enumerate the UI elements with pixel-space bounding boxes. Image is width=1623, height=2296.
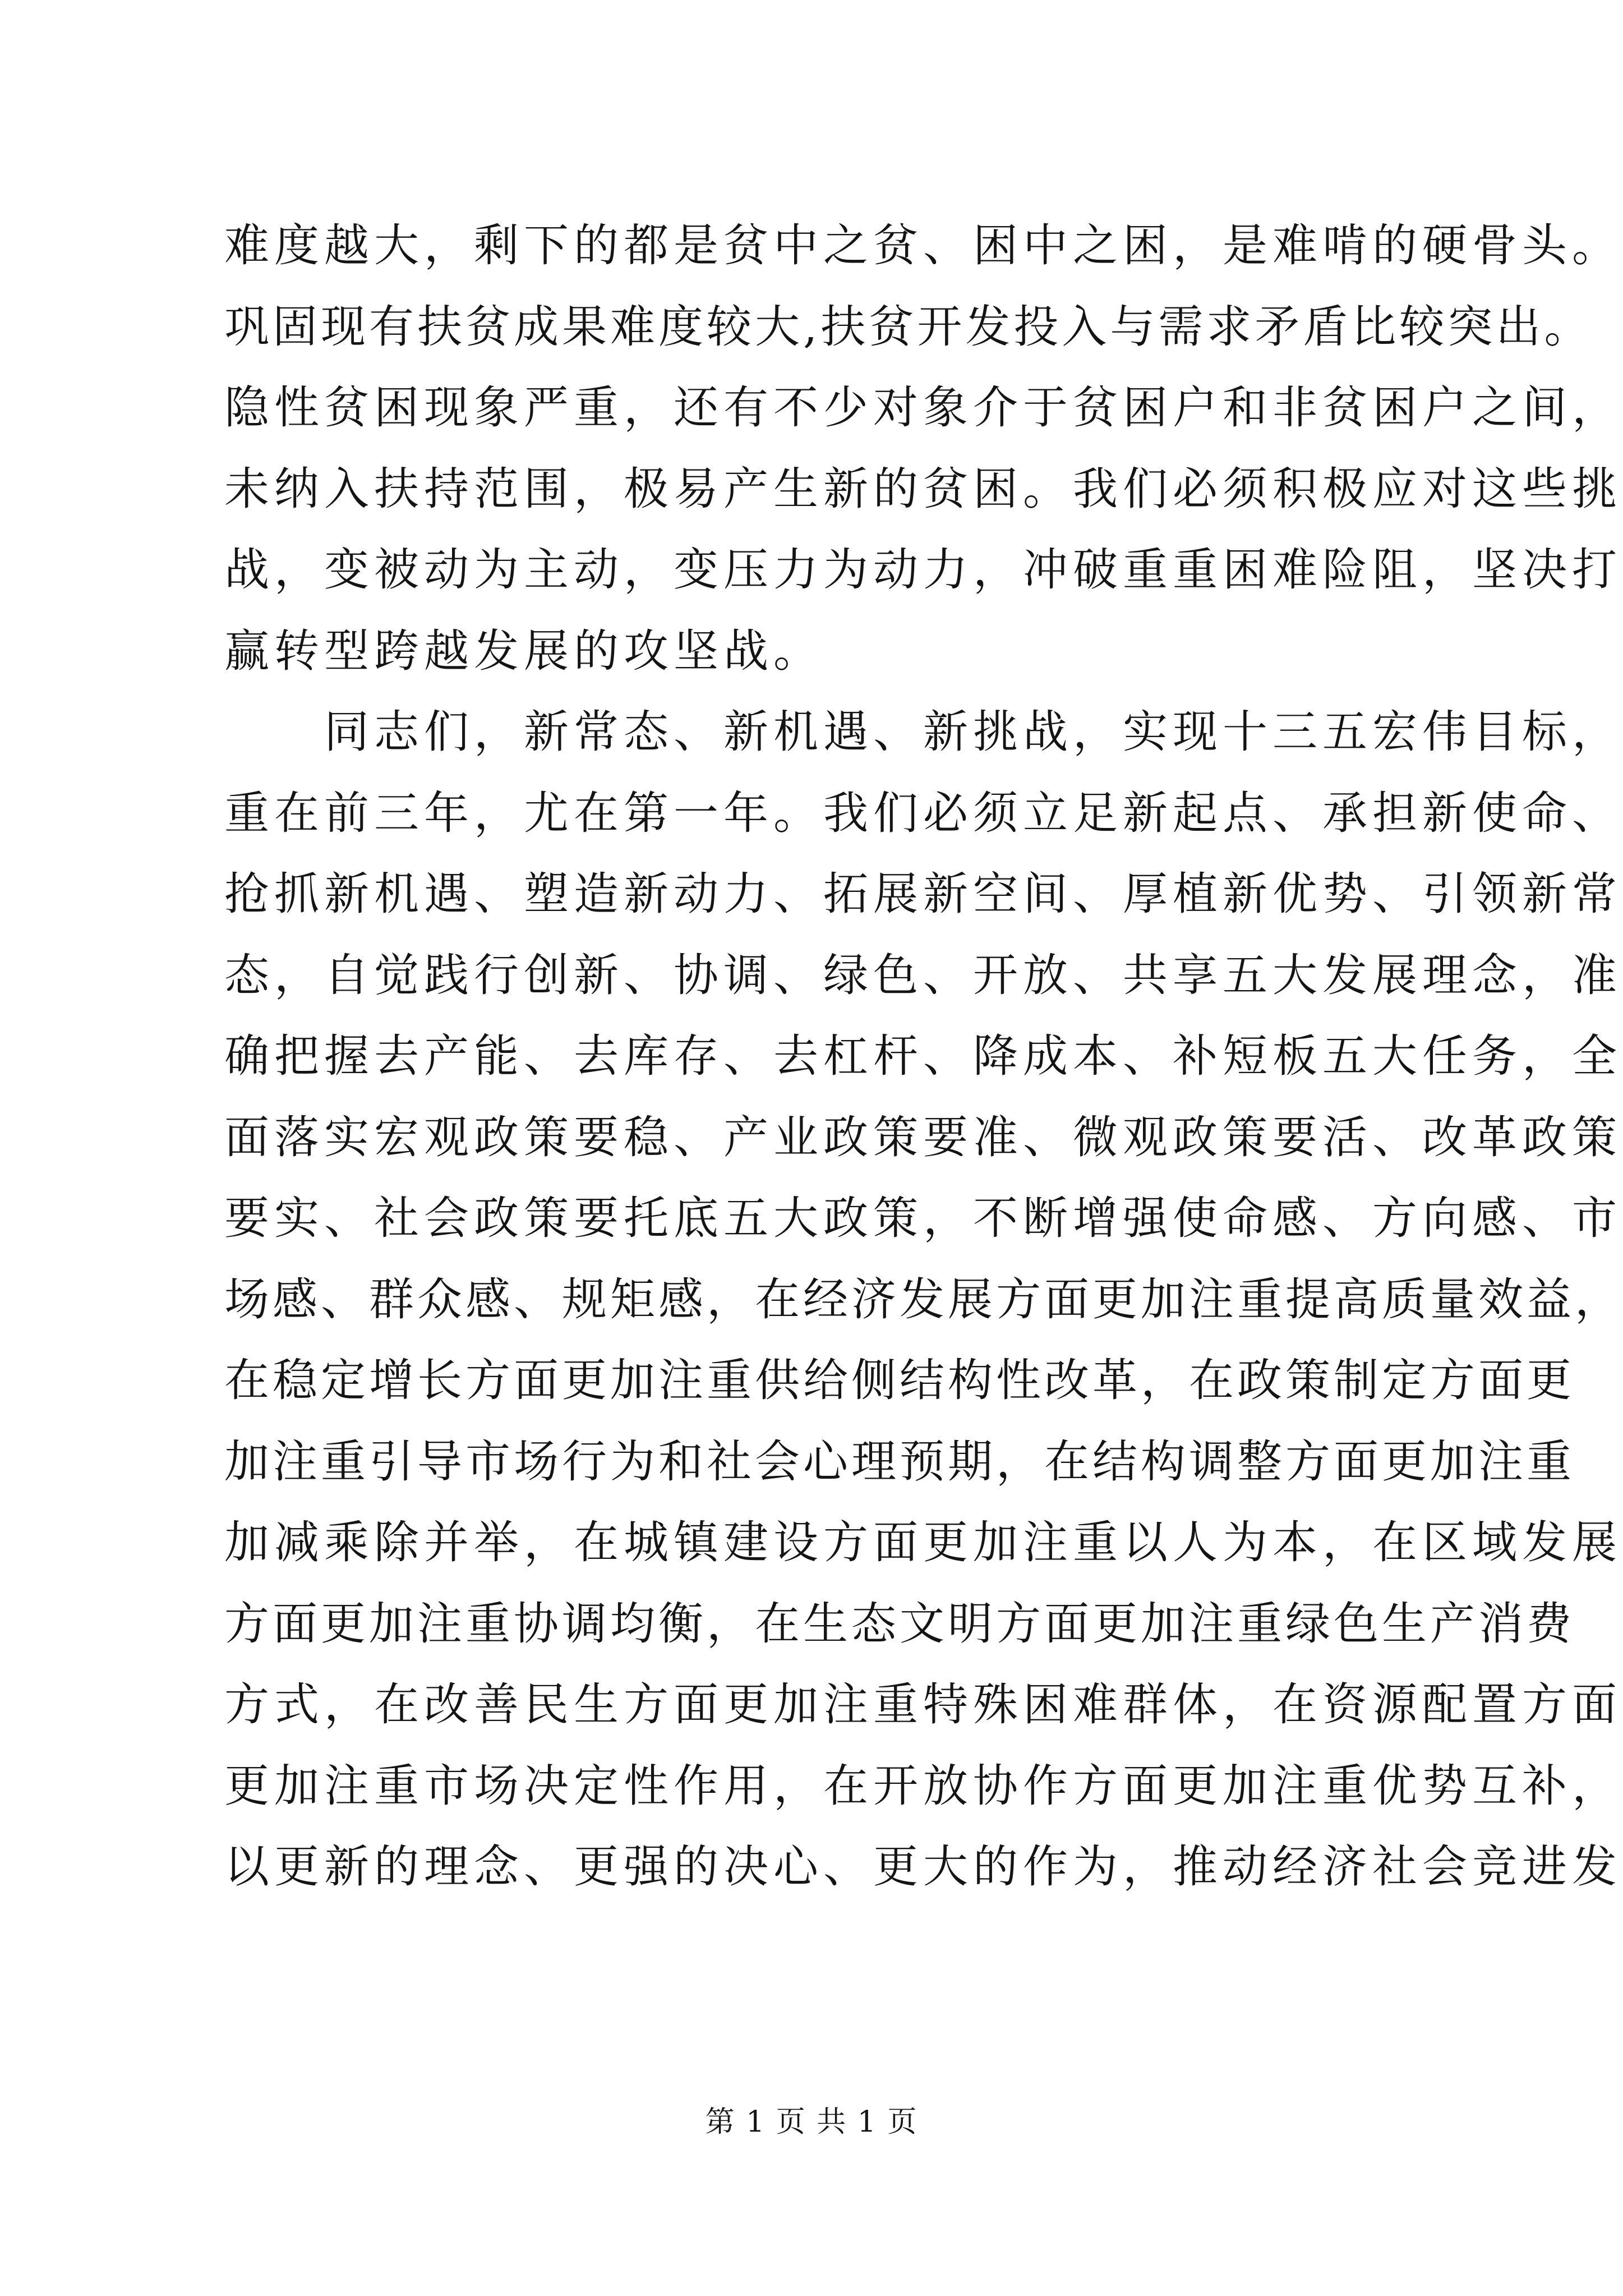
text-line: 更加注重市场决定性作用，在开放协作方面更加注重优势互补，	[224, 1759, 1622, 1812]
text-line: 方式，在改善民生方面更加注重特殊困难群体，在资源配置方面	[224, 1678, 1622, 1731]
text-line: 重在前三年，尤在第一年。我们必须立足新起点、承担新使命、	[224, 786, 1622, 839]
page-footer	[0, 2102, 1623, 2142]
text-line: 加注重引导市场行为和社会心理预期，在结构调整方面更加注重	[224, 1435, 1575, 1488]
body-text	[224, 205, 1623, 1908]
text-line: 隐性贫困现象严重，还有不少对象介于贫困户和非贫困户之间，	[224, 381, 1622, 434]
text-line: 同志们，新常态、新机遇、新挑战，实现十三五宏伟目标，	[224, 706, 1622, 758]
text-line: 要实、社会政策要托底五大政策，不断增强使命感、方向感、市	[224, 1192, 1622, 1244]
text-line: 确把握去产能、去库存、去杠杆、降成本、补短板五大任务，全	[224, 1030, 1622, 1082]
text-line: 难度越大，剩下的都是贫中之贫、困中之困，是难啃的硬骨头。	[224, 219, 1622, 272]
text-line: 场感、群众感、规矩感，在经济发展方面更加注重提高质量效益，	[224, 1273, 1623, 1326]
text-line: 面落实宏观政策要稳、产业政策要准、微观政策要活、改革政策	[224, 1111, 1622, 1163]
text-line: 加减乘除并举，在城镇建设方面更加注重以人为本，在区域发展	[224, 1516, 1622, 1568]
text-line: 战，变被动为主动，变压力为动力，冲破重重困难险阻，坚决打	[224, 544, 1622, 596]
page-number-label: 第 1 页 共 1 页	[705, 2105, 918, 2139]
text-line: 赢转型跨越发展的攻坚战。	[224, 624, 823, 677]
text-line: 抢抓新机遇、塑造新动力、拓展新空间、厚植新优势、引领新常	[224, 868, 1622, 920]
text-line: 巩固现有扶贫成果难度较大,扶贫开发投入与需求矛盾比较突出。	[224, 300, 1593, 353]
text-line: 方面更加注重协调均衡，在生态文明方面更加注重绿色生产消费	[224, 1597, 1575, 1650]
text-line: 以更新的理念、更强的决心、更大的作为，推动经济社会竞进发	[224, 1841, 1622, 1893]
text-line: 未纳入扶持范围，极易产生新的贫困。我们必须积极应对这些挑	[224, 462, 1622, 515]
text-line: 在稳定增长方面更加注重供给侧结构性改革，在政策制定方面更	[224, 1354, 1575, 1406]
text-line: 态，自觉践行创新、协调、绿色、开放、共享五大发展理念，准	[224, 949, 1622, 1001]
